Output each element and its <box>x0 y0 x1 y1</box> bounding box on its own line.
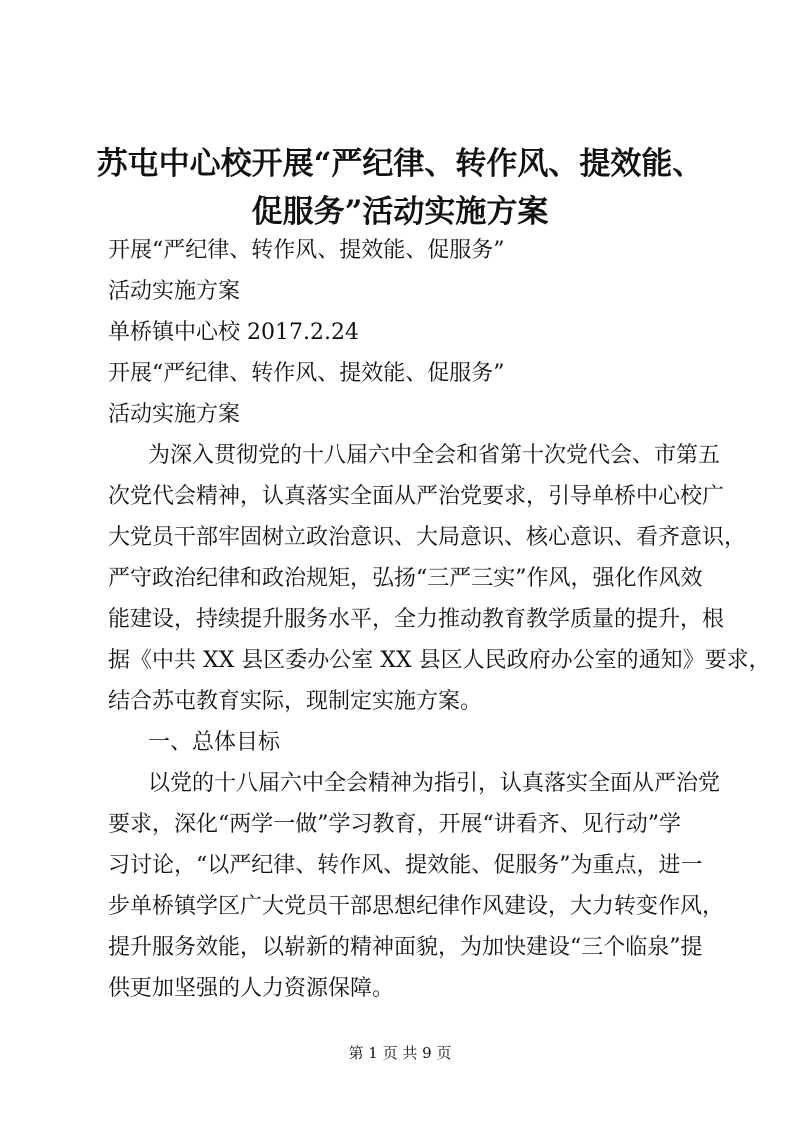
header-line: 开展“严纪律、转作风、提效能、促服务” <box>108 238 505 263</box>
document-body <box>108 230 771 1009</box>
paragraph-line: 大党员干部牢固树立政治意识、大局意识、核心意识、看齐意识， <box>108 525 747 550</box>
paragraph-line: 结合苏屯教育实际，现制定实施方案。 <box>108 689 483 714</box>
paragraph-line: 习讨论，“以严纪律、转作风、提效能、促服务”为重点，进一 <box>108 853 703 878</box>
header-line: 活动实施方案 <box>108 279 241 304</box>
title-line: 促服务”活动实施方案 <box>251 194 549 230</box>
document-title <box>80 140 720 236</box>
paragraph-line: 为深入贯彻党的十八届六中全会和省第十次党代会、市第五 <box>148 443 721 468</box>
page-footer: 第 1 页 共 9 页 <box>348 1044 452 1062</box>
paragraph-line: 严守政治纪律和政治规矩，弘扬“三严三实”作风，强化作风效 <box>108 566 703 591</box>
paragraph-line: 次党代会精神，认真落实全面从严治党要求，引导单桥中心校广 <box>108 484 725 509</box>
paragraph-line: 据《中共 XX 县区委办公室 XX 县区人民政府办公室的通知》要求， <box>108 648 771 673</box>
header-line: 活动实施方案 <box>108 402 241 427</box>
paragraph-line: 提升服务效能，以崭新的精神面貌，为加快建设“三个临泉”提 <box>108 935 703 960</box>
paragraph-line: 以党的十八届六中全会精神为指引，认真落实全面从严治党 <box>148 771 721 796</box>
header-line: 开展“严纪律、转作风、提效能、促服务” <box>108 361 505 386</box>
header-line: 单桥镇中心校 2017.2.24 <box>108 320 359 345</box>
paragraph-line: 能建设，持续提升服务水平，全力推动教育教学质量的提升，根 <box>108 607 725 632</box>
paragraph-line: 要求，深化“两学一做”学习教育，开展“讲看齐、见行动”学 <box>108 812 681 837</box>
section-heading: 一、总体目标 <box>148 730 281 755</box>
title-line: 苏屯中心校开展“严纪律、转作风、提效能、 <box>96 146 704 182</box>
paragraph-line: 步单桥镇学区广大党员干部思想纪律作风建设，大力转变作风， <box>108 894 725 919</box>
paragraph-line: 供更加坚强的人力资源保障。 <box>108 976 395 1001</box>
